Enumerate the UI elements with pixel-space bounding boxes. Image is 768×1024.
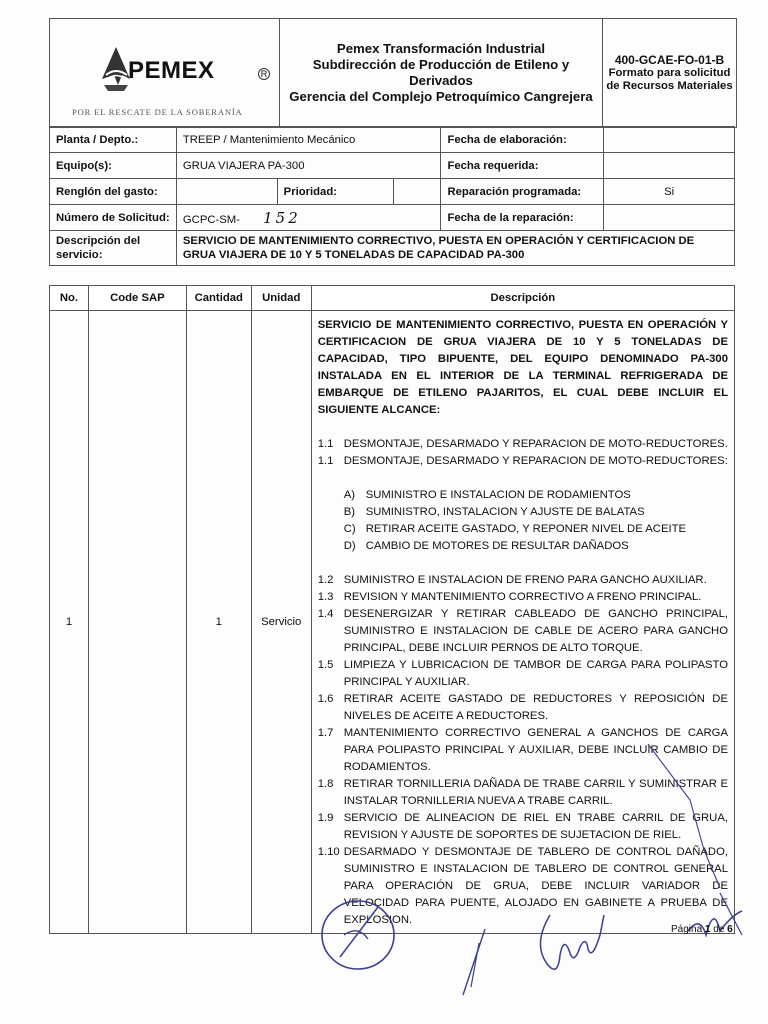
scope-intro: SERVICIO DE MANTENIMIENTO CORRECTIVO, PUESTA EN OPERACIÓN Y CERTIFICACION DE GRUA VIAJERA DE 10 Y 5 TONELADAS DE CAPACIDAD, TIPO BIPUENTE, DEL EQUIPO DENOMINADO PA-300 INSTALADA EN EL INTERIOR DE LA TERMINAL REFRIGERADA DE EMBARQUE DE ETILENO PAJARITOS, EL CUAL DEBE INCLUIR EL SIGUIENTE ALCANCE: <box>317 319 728 416</box>
registered-mark: R <box>258 68 270 80</box>
info-row <box>50 231 735 266</box>
header-no: No. <box>50 286 89 311</box>
item-number: 1.3 <box>317 591 334 603</box>
sub-item <box>318 504 728 521</box>
info-row <box>50 153 735 179</box>
renglon-label: Renglón del gasto: <box>50 179 177 205</box>
fecha-reparacion-label: Fecha de la reparación: <box>441 205 604 231</box>
sub-item-letter: D) <box>343 540 356 552</box>
item-number: 1.8 <box>317 778 334 790</box>
pen-stroke-signature-icon <box>640 740 730 890</box>
sub-item-text: RETIRAR ACEITE GASTADO, Y REPONER NIVEL DE ACEITE <box>365 523 687 535</box>
page-total: 6 <box>727 924 733 935</box>
page-counter <box>671 924 733 935</box>
item-text: DESMONTAJE, DESARMADO Y REPARACION DE MOTO-REDUCTORES. <box>343 438 728 450</box>
item-text: DESARMADO Y DESMONTAJE DE TABLERO DE CONTROL DAÑADO, SUMINISTRO E INSTALACION DE TABLERO DE CONTROL GENERAL PARA OPERACIÓN DE GRUA, DEBE INCLUIR VARIADOR DE VELOCIDAD PARA PUENTE, ALOJADO EN GABINETE A PRUEBA DE EXPLOSION. <box>343 846 728 926</box>
planta-label: Planta / Depto.: <box>50 127 177 153</box>
sub-item <box>318 487 728 504</box>
item-number: 1.1 <box>317 438 334 450</box>
sub-item-letter: B) <box>343 506 355 518</box>
sub-item <box>318 521 728 538</box>
table-row <box>50 311 735 934</box>
numero-solicitud-cell <box>176 205 441 231</box>
circle-signature-icon <box>318 895 400 975</box>
sub-item-letter: C) <box>343 523 356 535</box>
list-item <box>318 691 728 725</box>
slash-signature-icon <box>455 925 495 1000</box>
page-current: 1 <box>704 924 711 935</box>
list-item <box>318 606 728 657</box>
numero-solicitud-label: Número de Solicitud: <box>50 205 177 231</box>
reparacion-programada-value: Si <box>604 179 735 205</box>
item-number: 1.1 <box>317 455 334 467</box>
numero-solicitud-value: GCPC-SM- <box>182 213 240 226</box>
row-no: 1 <box>50 311 89 934</box>
row-cantidad: 1 <box>186 311 251 934</box>
logo-text: PEMEX <box>128 57 215 84</box>
sub-item <box>318 538 728 555</box>
list-item <box>318 436 728 453</box>
fecha-requerida-value <box>604 153 735 179</box>
info-row <box>50 205 735 231</box>
item-number: 1.5 <box>317 659 334 671</box>
item-text: LIMPIEZA Y LUBRICACION DE TAMBOR DE CARGA PARA POLIPASTO PRINCIPAL Y AUXILIAR. <box>343 659 728 688</box>
header-descripcion: Descripción <box>311 286 734 311</box>
logo-tagline: POR EL RESCATE DE LA SOBERANÍA <box>72 107 243 117</box>
sub-item-letter: A) <box>343 489 355 501</box>
list-item <box>318 572 728 589</box>
item-number: 1.4 <box>317 608 334 620</box>
numero-solicitud-handwritten: 152 <box>263 208 301 227</box>
scribble-signature-icon <box>530 905 610 985</box>
fecha-reparacion-value <box>604 205 735 231</box>
page-sep: de <box>713 924 725 935</box>
sub-item-text: SUMINISTRO E INSTALACION DE RODAMIENTOS <box>365 489 631 501</box>
items-table <box>49 285 735 934</box>
list-item <box>318 589 728 606</box>
form-desc-1: Formato para solicitud <box>608 67 731 79</box>
fecha-requerida-label: Fecha requerida: <box>441 153 604 179</box>
corner-signature-icon <box>680 885 750 945</box>
prioridad-label: Prioridad: <box>277 179 393 205</box>
equipo-value: GRUA VIAJERA PA-300 <box>176 153 441 179</box>
info-table <box>49 126 735 266</box>
item-text: DESENERGIZAR Y RETIRAR CABLEADO DE GANCHO PRINCIPAL, SUMINISTRO E INSTALACION DE CABLE DE ACERO PARA GANCHO PRINCIPAL, DEBE INCLUIR PERNOS DE ALTO TORQUE. <box>343 608 728 654</box>
item-number: 1.9 <box>317 812 334 824</box>
title-line-1: Pemex Transformación Industrial <box>336 41 546 56</box>
item-number: 1.10 <box>317 846 340 858</box>
item-number: 1.7 <box>317 727 334 739</box>
item-text: SUMINISTRO E INSTALACION DE FRENO PARA GANCHO AUXILIAR. <box>343 574 707 586</box>
sub-item-text: CAMBIO DE MOTORES DE RESULTAR DAÑADOS <box>365 540 629 552</box>
fecha-elaboracion-label: Fecha de elaboración: <box>441 127 604 153</box>
item-text: MANTENIMIENTO CORRECTIVO GENERAL A GANCHOS DE CARGA PARA POLIPASTO PRINCIPAL Y AUXILIAR, DEBE INCLUIR CAMBIO DE RODAMIENTOS. <box>343 727 728 773</box>
item-text: SERVICIO DE ALINEACION DE RIEL EN TRABE CARRIL DE GRUA, REVISION Y AJUSTE DE SOPORTES DE SUJETACION DE RIEL. <box>343 812 728 841</box>
equipo-label: Equipo(s): <box>50 153 177 179</box>
logo-cell <box>50 19 280 127</box>
header-unidad: Unidad <box>251 286 311 311</box>
form-desc-2: de Recursos Materiales <box>606 80 733 92</box>
row-code-sap <box>88 311 186 934</box>
descripcion-servicio-value: SERVICIO DE MANTENIMIENTO CORRECTIVO, PUESTA EN OPERACIÓN Y CERTIFICACION DE GRUA VIAJERA DE 10 Y 5 TONELADAS DE CAPACIDAD PA-300 <box>176 231 734 266</box>
page-label: Página <box>671 924 703 935</box>
item-number: 1.2 <box>317 574 334 586</box>
list-item <box>318 657 728 691</box>
header-code-sap: Code SAP <box>88 286 186 311</box>
item-text: RETIRAR TORNILLERIA DAÑADA DE TRABE CARRIL Y SUMINISTRAR E INSTALAR TORNILLERIA NUEVA A TRABE CARRIL. <box>343 778 728 807</box>
header-cantidad: Cantidad <box>186 286 251 311</box>
document-header <box>49 18 737 128</box>
title-line-2: Subdirección de Producción de Etileno y Derivados <box>312 57 570 88</box>
items-header-row <box>50 286 735 311</box>
title-line-3: Gerencia del Complejo Petroquímico Cangrejera <box>289 89 593 104</box>
renglon-value <box>176 179 277 205</box>
form-code: 400-GCAE-FO-01-B <box>614 53 725 67</box>
sub-item-text: SUMINISTRO, INSTALACION Y AJUSTE DE BALATAS <box>365 506 645 518</box>
item-text: DESMONTAJE, DESARMADO Y REPARACION DE MOTO-REDUCTORES: <box>343 455 728 467</box>
item-number: 1.6 <box>317 693 334 705</box>
info-row <box>50 179 735 205</box>
reparacion-programada-label: Reparación programada: <box>441 179 604 205</box>
item-text: RETIRAR ACEITE GASTADO DE REDUCTORES Y REPOSICIÓN DE NIVELES DE ACEITE A REDUCTORES. <box>343 693 728 722</box>
header-title <box>280 19 603 127</box>
list-item <box>318 453 728 470</box>
row-unidad: Servicio <box>251 311 311 934</box>
planta-value: TREEP / Mantenimiento Mecánico <box>176 127 441 153</box>
descripcion-servicio-label: Descripción del servicio: <box>50 231 177 266</box>
item-text: REVISION Y MANTENIMIENTO CORRECTIVO A FRENO PRINCIPAL. <box>343 591 702 603</box>
prioridad-value <box>393 179 441 205</box>
form-code-cell <box>603 19 736 127</box>
info-row <box>50 127 735 153</box>
fecha-elaboracion-value <box>604 127 735 153</box>
